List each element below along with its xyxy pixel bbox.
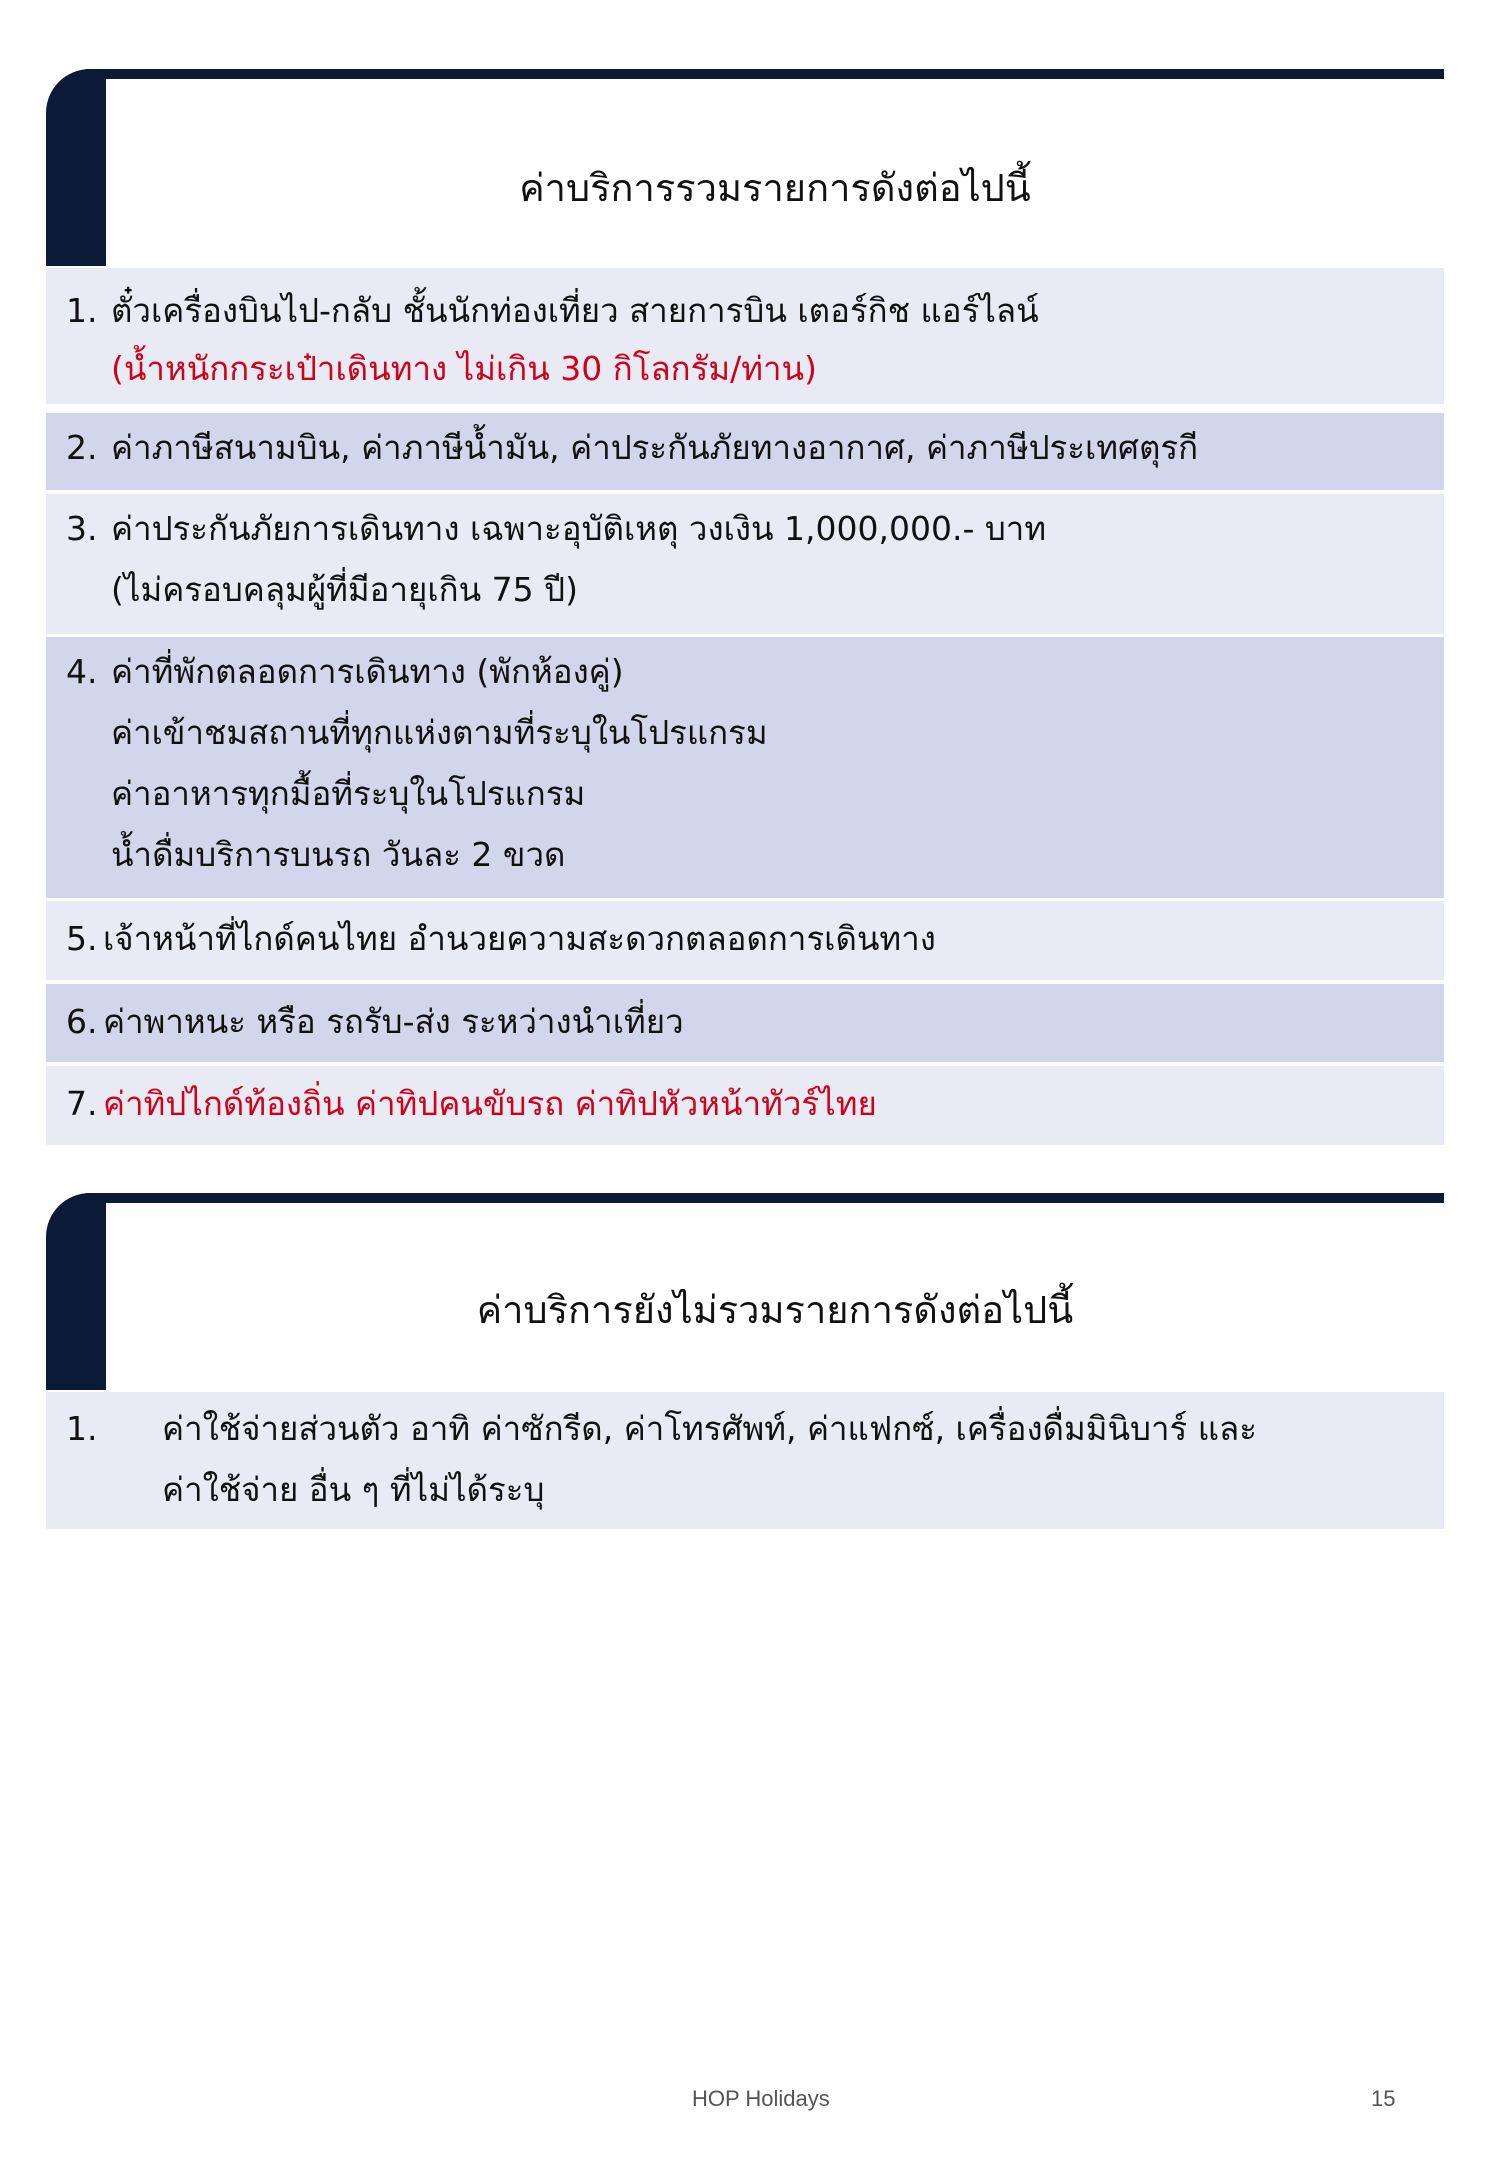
item-number: 5. <box>66 919 98 958</box>
footer-page-number: 15 <box>1371 2086 1396 2111</box>
item-text: ค่าประกันภัยการเดินทาง เฉพาะอุบัติเหตุ วงเงิน 1,000,000.- บาท <box>111 509 1047 548</box>
item-number: 1. <box>66 1409 98 1448</box>
tips-included-text: ค่าทิปไกด์ท้องถิ่น ค่าทิปคนขับรถ ค่าทิปหัวหน้าทัวร์ไทย <box>103 1084 877 1123</box>
item-text: ค่าที่พักตลอดการเดินทาง (พักห้องคู่) <box>111 652 624 691</box>
item-text: ค่าภาษีสนามบิน, ค่าภาษีน้ำมัน, ค่าประกันภัยทางอากาศ, ค่าภาษีประเทศตุรกี <box>111 428 1199 467</box>
item-number: 1. <box>66 291 98 330</box>
item-number: 3. <box>66 509 98 548</box>
item-text: ตั๋วเครื่องบินไป-กลับ ชั้นนักท่องเที่ยว สายการบิน เตอร์กิช แอร์ไลน์ <box>111 291 1039 330</box>
header-top-line <box>86 1193 1444 1203</box>
item-text: ค่าพาหนะ หรือ รถรับ-ส่ง ระหว่างนำเที่ยว <box>103 1002 684 1041</box>
item-number: 7. <box>66 1084 98 1123</box>
item-text-continued: (ไม่ครอบคลุมผู้ที่มีอายุเกิน 75 ปี) <box>111 570 578 609</box>
item-text-continued: ค่าเข้าชมสถานที่ทุกแห่งตามที่ระบุในโปรแกรม <box>111 713 768 752</box>
included-item-3 <box>46 494 1444 634</box>
item-text: ค่าใช้จ่ายส่วนตัว อาทิ ค่าซักรีด, ค่าโทรศัพท์, ค่าแฟกซ์, เครื่องดื่มมินิบาร์ และ <box>162 1409 1257 1448</box>
baggage-allowance-note: (น้ำหนักกระเป๋าเดินทาง ไม่เกิน 30 กิโลกรัม/ท่าน) <box>111 349 817 388</box>
included-item-7 <box>46 1066 1444 1145</box>
header-top-line <box>86 69 1444 79</box>
excluded-item-1 <box>46 1392 1444 1529</box>
item-text: เจ้าหน้าที่ไกด์คนไทย อำนวยความสะดวกตลอดการเดินทาง <box>103 919 936 958</box>
included-item-6 <box>46 984 1444 1062</box>
item-number: 2. <box>66 428 98 467</box>
excluded-section-header <box>46 1193 1444 1390</box>
included-item-1 <box>46 268 1444 404</box>
item-number: 6. <box>66 1002 98 1041</box>
excluded-section-title: ค่าบริการยังไม่รวมรายการดังต่อไปนี้ <box>476 1288 1074 1332</box>
header-accent-bar <box>46 1193 106 1390</box>
header-accent-bar <box>46 69 106 266</box>
item-text-continued: ค่าใช้จ่าย อื่น ๆ ที่ไม่ได้ระบุ <box>162 1470 545 1509</box>
included-item-2 <box>46 413 1444 490</box>
included-section-header <box>46 69 1444 266</box>
item-text-continued: ค่าอาหารทุกมื้อที่ระบุในโปรแกรม <box>111 774 586 813</box>
included-item-5 <box>46 901 1444 980</box>
included-item-4 <box>46 637 1444 898</box>
footer-company: HOP Holidays <box>692 2086 830 2111</box>
item-text-continued: น้ำดื่มบริการบนรถ วันละ 2 ขวด <box>111 835 566 874</box>
item-number: 4. <box>66 652 98 691</box>
included-section-title: ค่าบริการรวมรายการดังต่อไปนี้ <box>519 166 1031 210</box>
